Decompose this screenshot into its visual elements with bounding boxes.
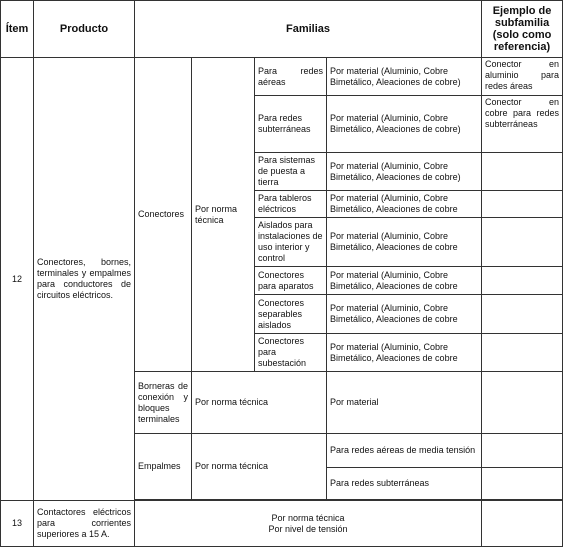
ejemplo-empalme: [482, 434, 563, 468]
familia-line: Por nivel de tensión: [268, 523, 348, 534]
subfamilia-ejemplo: [482, 267, 563, 295]
subfamilia-name: Para tableros eléctricos: [255, 191, 327, 218]
header-producto: Producto: [34, 1, 135, 58]
norma-empalmes: Por norma técnica: [192, 434, 327, 500]
subfamilia-material: Por material (Aluminio, Cobre Bimetálico, Aleaciones de cobre: [327, 218, 482, 267]
subfamilia-ejemplo: Conector en aluminio para redes áreas: [482, 58, 563, 96]
ejemplo-empalme: [482, 468, 563, 500]
familia-empalmes: Empalmes: [135, 434, 192, 500]
subfamilia-name: Para redes aéreas: [255, 58, 327, 96]
subfamilia-material: Por material (Aluminio, Cobre Bimetálico, Aleaciones de cobre: [327, 191, 482, 218]
empalme-sub: Para redes aéreas de media tensión: [327, 434, 482, 468]
table-row: [1, 501, 563, 547]
header-row: [1, 1, 563, 58]
subfamilia-ejemplo: [482, 295, 563, 334]
item-number-13: 13: [1, 501, 34, 547]
material-borneras: Por material: [327, 372, 482, 434]
subfamilia-material: Por material (Aluminio, Cobre Bimetálico, Aleaciones de cobre: [327, 334, 482, 372]
header-item: Ítem: [1, 1, 34, 58]
familia-conectores: Conectores: [135, 58, 192, 372]
item-number-12: 12: [1, 58, 34, 501]
ejemplo-borneras: [482, 372, 563, 434]
ejemplo-13: [482, 501, 563, 547]
norma-conectores: Por norma técnica: [192, 58, 255, 372]
subfamilia-material: Por material (Aluminio, Cobre Bimetálico, Aleaciones de cobre: [327, 267, 482, 295]
subfamilia-material: Por material (Aluminio, Cobre Bimetálico, Aleaciones de cobre): [327, 96, 482, 153]
producto-13: Contactores eléctricos para corrientes superiores a 15 A.: [34, 501, 135, 547]
subfamilia-material: Por material (Aluminio, Cobre Bimetálico, Aleaciones de cobre: [327, 295, 482, 334]
familia-contactores: [135, 501, 482, 547]
norma-borneras: Por norma técnica: [192, 372, 327, 434]
subfamilia-ejemplo: [482, 218, 563, 267]
subfamilia-name: Conectores separables aislados: [255, 295, 327, 334]
subfamilia-name: Conectores para aparatos: [255, 267, 327, 295]
subfamilia-ejemplo: Conector en cobre para redes subterráneas: [482, 96, 563, 153]
table-row: [1, 58, 563, 96]
subfamilia-ejemplo: [482, 191, 563, 218]
subfamilia-ejemplo: [482, 153, 563, 191]
empalme-sub: Para redes subterráneas: [327, 468, 482, 500]
subfamilia-name: Para redes subterráneas: [255, 96, 327, 153]
subfamilia-name: Conectores para subestación: [255, 334, 327, 372]
subfamilia-name: Para sistemas de puesta a tierra: [255, 153, 327, 191]
subfamilia-material: Por material (Aluminio, Cobre Bimetálico, Aleaciones de cobre): [327, 58, 482, 96]
familia-borneras: Borneras de conexión y bloques terminales: [135, 372, 192, 434]
subfamilia-ejemplo: [482, 334, 563, 372]
producto-12: Conectores, bornes, terminales y empalmes para conductores de circuitos eléctricos.: [34, 58, 135, 501]
subfamilia-material: Por material (Aluminio, Cobre Bimetálico, Aleaciones de cobre): [327, 153, 482, 191]
header-familias: Familias: [135, 1, 482, 58]
header-ejemplo: Ejemplo de subfamilia (solo como referencia): [482, 1, 563, 58]
familia-line: Por norma técnica: [271, 512, 345, 523]
subfamilia-name: Aislados para instalaciones de uso interior y control: [255, 218, 327, 267]
